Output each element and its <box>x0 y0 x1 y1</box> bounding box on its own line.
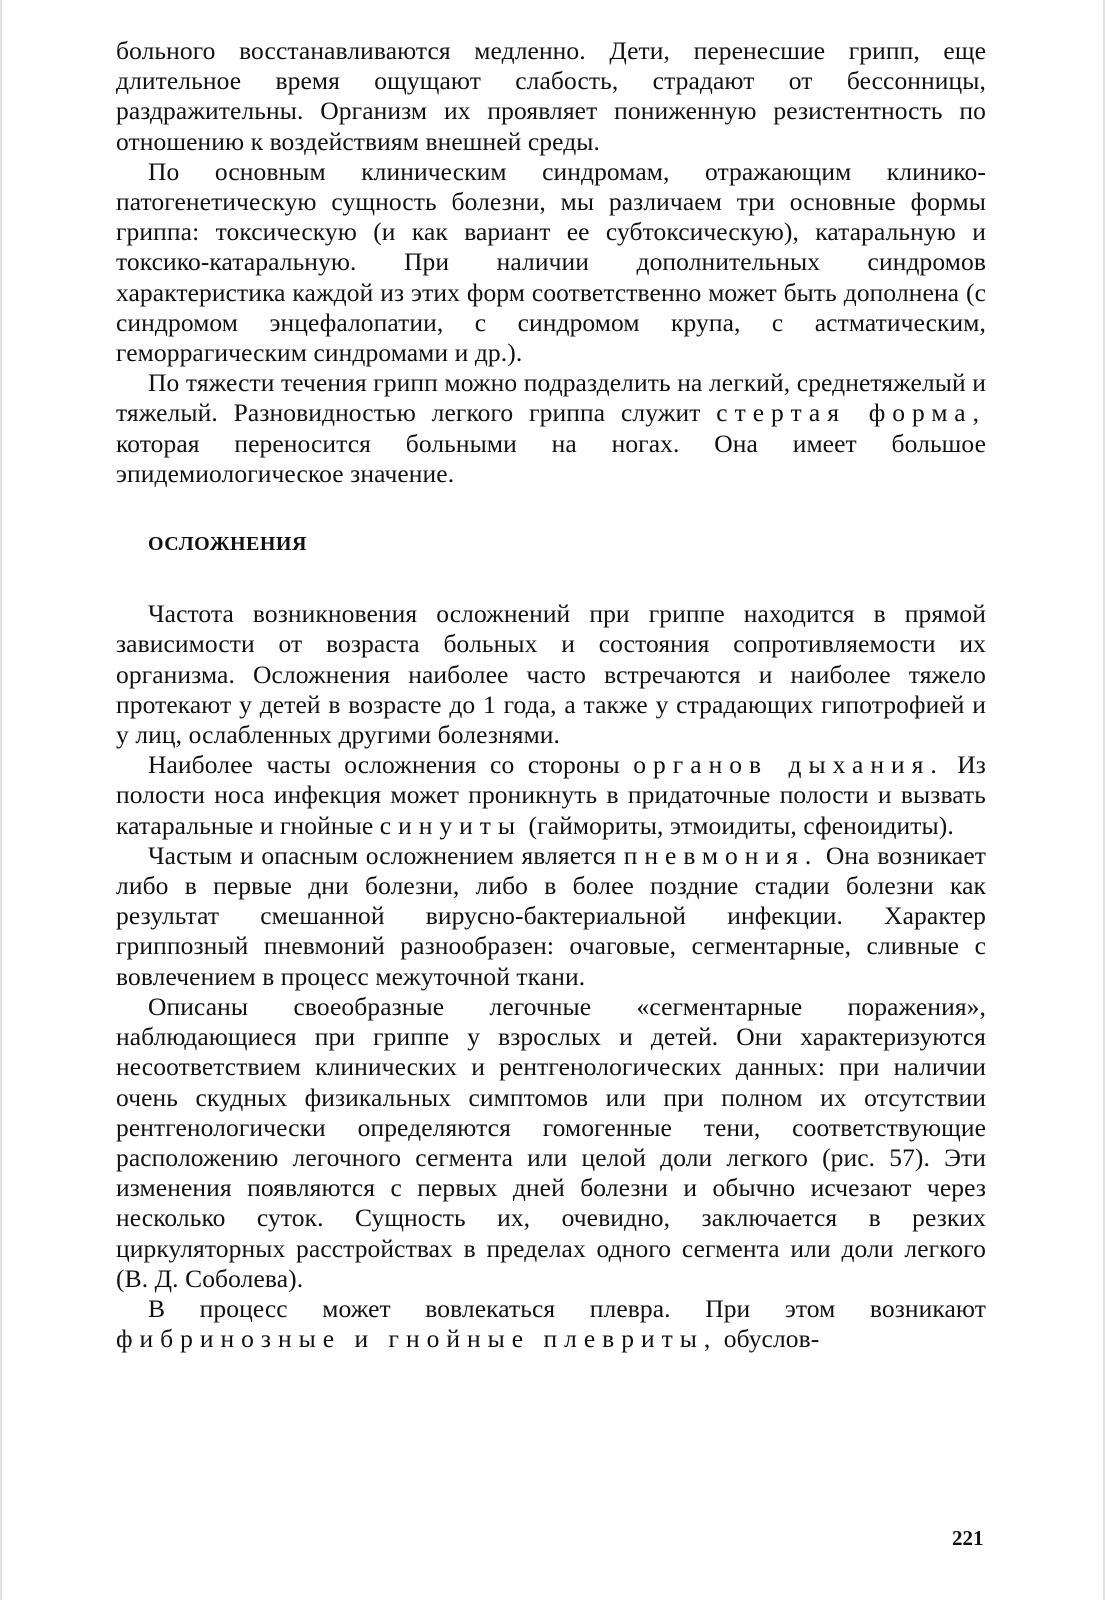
paragraph-2: По основным клиническим синдромам, отражающим клинико-патогенетическую сущность болезни, мы различаем три основные формы гриппа: токсическую (и как вариант ее субтоксическую), катаральную и токсико-катаральную. При наличии дополнительных синдромов характеристика каждой из этих форм соответственно может быть дополнена (с синдромом энцефалопатии, с синдромом крупа, с астматическим, геморрагическим синдромами и др.). <box>116 156 986 368</box>
paragraph-6-text-c: Она возникает либо в первые дни болезни, либо в более поздние стадии болезни как результат смешанной вирусно-бактериальной инфекции. Характер гриппозный пневмоний разнообразен: очаговые, сегментарные, сливные с вовлечением в процесс межуточной ткани. <box>116 840 986 991</box>
spaced-term-pneumonia: пневмония. <box>623 840 819 870</box>
paragraph-8-text-c: обуслов- <box>723 1324 820 1354</box>
paragraph-3-text-a: По тяжести течения грипп можно подразделить на легкий, среднетяжелый и тяжелый. Разновидностью легкого гриппа служит <box>116 368 986 428</box>
paragraph-6-text-a: Частым и опасным осложнением является <box>148 840 616 870</box>
page-number: 221 <box>952 1526 984 1550</box>
spaced-term-respiratory-organs: органов дыхания. <box>633 750 944 780</box>
spaced-term-pleurisy: фибринозные и гнойные плевриты, <box>116 1324 718 1354</box>
paragraph-5-text-c: Из полости носа инфекция может проникнуть в придаточные полости и вызвать катаральные и гнойные <box>116 750 986 840</box>
paragraph-8-text-a: В процесс может вовлекаться плевра. При этом возникают <box>148 1293 986 1323</box>
paragraph-4: Частота возникновения осложнений при гриппе находится в прямой зависимости от возраста больных и состояния сопротивляемости их организма. Осложнения наиболее часто встречаются и наиболее тяжело протекают у детей в возрасте до 1 года, а также у страдающих гипотрофией и у лиц, ослабленных другими болезнями. <box>116 599 986 750</box>
section-heading: ОСЛОЖНЕНИЯ <box>148 533 307 556</box>
paragraph-5-text-e: (гаймориты, этмоидиты, сфеноидиты). <box>528 810 954 840</box>
paragraph-5 <box>116 750 986 841</box>
paragraph-6 <box>116 841 986 992</box>
paragraph-3 <box>116 368 986 489</box>
paragraph-3-text-c: которая переносится больными на ногах. Она имеет большое эпидемиологическое значение. <box>116 428 986 488</box>
spaced-term-erased-form: стертая форма, <box>716 398 986 428</box>
paragraph-7: Описаны своеобразные легочные «сегментарные поражения», наблюдающиеся при гриппе у взрослых и детей. Они характеризуются несоответствием клинических и рентгенологических данных: при наличии очень скудных физикальных симптомов или при полном их отсутствии рентгенологически определяются гомогенные тени, соответствующие расположению легочного сегмента или целой доли легкого (рис. 57). Эти изменения появляются с первых дней болезни и обычно исчезают через несколько суток. Сущность их, очевидно, заключается в резких циркуляторных расстройствах в пределах одного сегмента или доли легкого (В. Д. Соболева). <box>116 991 986 1293</box>
paragraph-8 <box>116 1294 986 1354</box>
paragraph-5-text-a: Наиболее часты осложнения со стороны <box>148 750 620 780</box>
spaced-term-sinusitis: синуиты <box>379 810 523 840</box>
paragraph-1: больного восстанавливаются медленно. Дети, перенесшие грипп, еще длительное время ощущают слабость, страдают от бессонницы, раздражительны. Организм их проявляет пониженную резистентность по отношению к воздействиям внешней среды. <box>116 36 986 156</box>
page-text <box>116 36 986 1354</box>
